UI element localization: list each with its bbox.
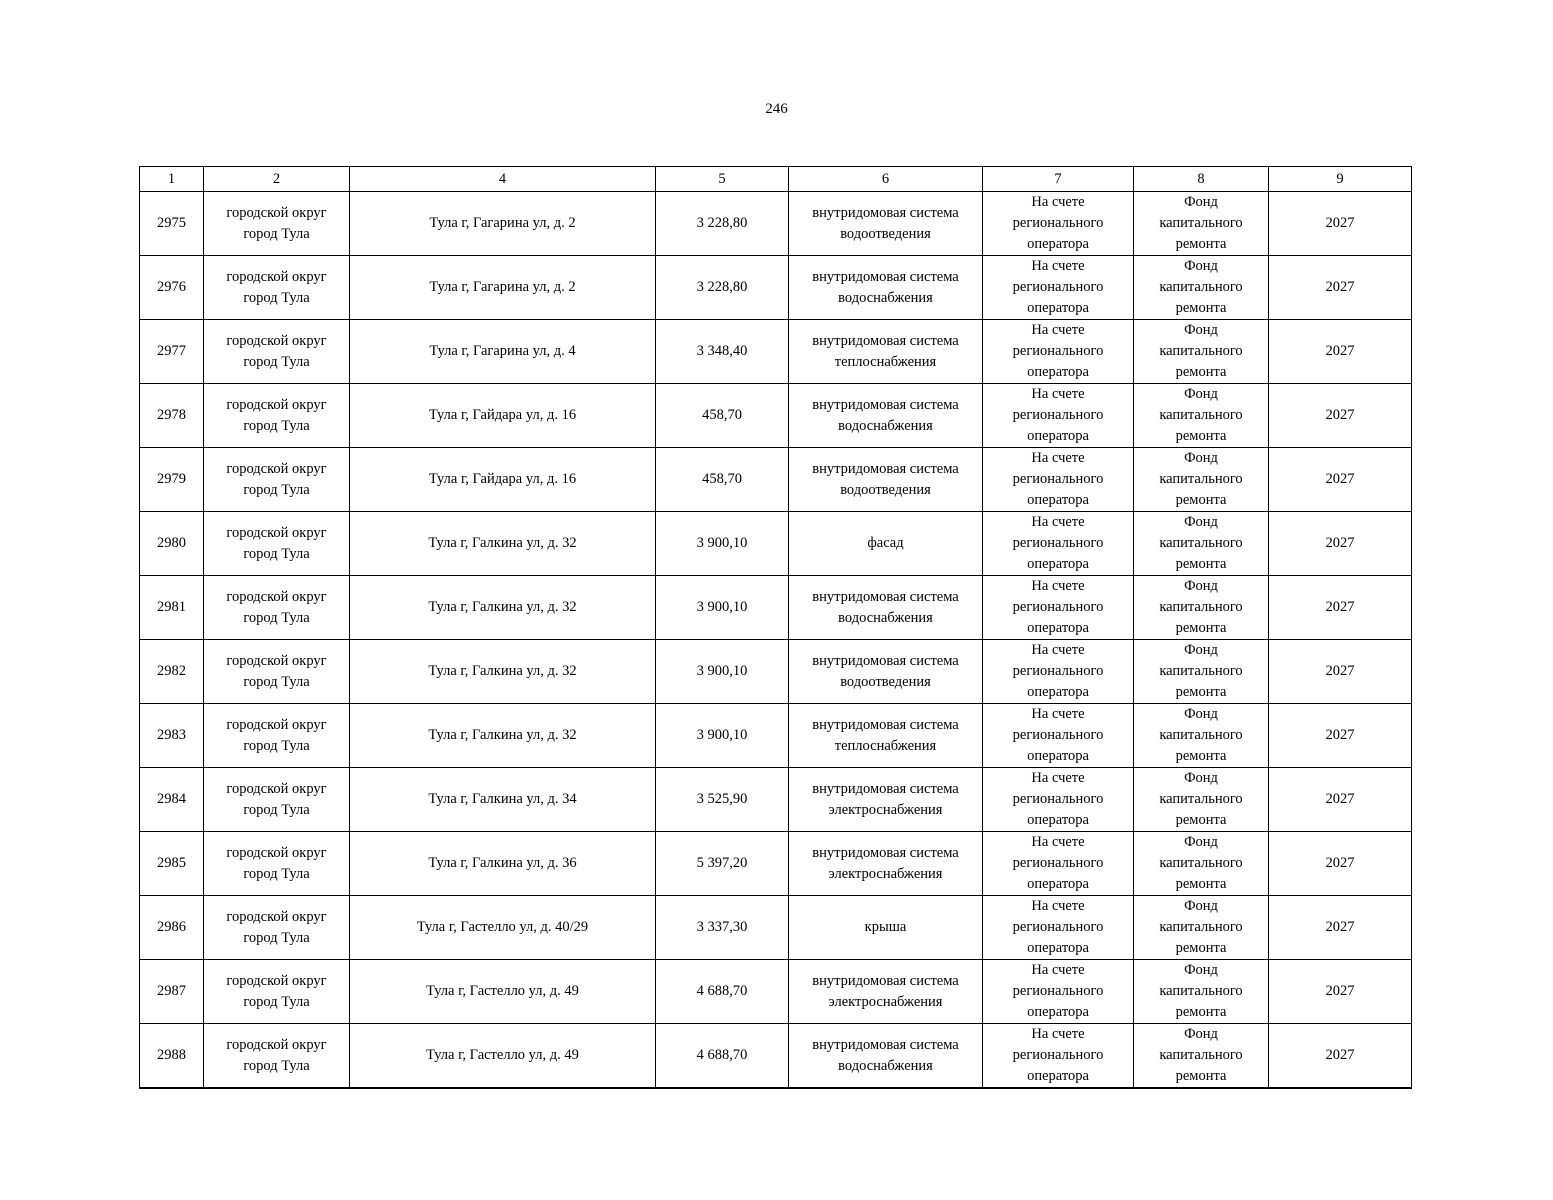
municipality-cell xyxy=(204,1024,350,1089)
table-row xyxy=(140,512,1412,576)
area-cell xyxy=(656,640,789,704)
area-cell xyxy=(656,256,789,320)
address-cell-text: Тула г, Галкина ул, д. 32 xyxy=(428,599,577,615)
municipality-cell-text: городской округ город Тула xyxy=(226,716,327,754)
address-cell-text: Тула г, Галкина ул, д. 32 xyxy=(428,663,577,679)
address-cell xyxy=(350,448,656,512)
fund-cell-text: Фонд капитального ремонта xyxy=(1159,834,1243,892)
row-number-cell-text: 2975 xyxy=(157,215,186,231)
year-cell-text: 2027 xyxy=(1325,919,1355,935)
work-type-cell-text: внутридомовая система водоотведения xyxy=(812,460,959,498)
address-cell-text: Тула г, Гагарина ул, д. 2 xyxy=(429,279,576,295)
column-header-4: 4 xyxy=(350,167,656,192)
fund-cell-text: Фонд капитального ремонта xyxy=(1159,578,1243,636)
year-cell-text: 2027 xyxy=(1325,535,1355,551)
area-cell-text: 458,70 xyxy=(702,407,742,423)
fund-cell-text: Фонд капитального ремонта xyxy=(1159,194,1243,252)
fund-cell xyxy=(1134,576,1269,640)
work-type-cell xyxy=(789,512,983,576)
year-cell-text: 2027 xyxy=(1325,983,1355,999)
area-cell xyxy=(656,832,789,896)
year-cell xyxy=(1269,192,1412,256)
registry-table xyxy=(139,166,1412,1089)
fund-cell xyxy=(1134,768,1269,832)
year-cell xyxy=(1269,832,1412,896)
work-type-cell xyxy=(789,704,983,768)
header-row xyxy=(140,167,1412,192)
address-cell-text: Тула г, Гагарина ул, д. 4 xyxy=(429,343,576,359)
municipality-cell-text: городской округ город Тула xyxy=(226,460,327,498)
municipality-cell-text: городской округ город Тула xyxy=(226,588,327,626)
address-cell xyxy=(350,320,656,384)
fund-cell-text: Фонд капитального ремонта xyxy=(1159,322,1243,380)
municipality-cell xyxy=(204,832,350,896)
account-cell xyxy=(983,384,1134,448)
year-cell xyxy=(1269,896,1412,960)
work-type-cell-text: фасад xyxy=(867,535,904,551)
area-cell-text: 5 397,20 xyxy=(696,855,748,871)
address-cell xyxy=(350,960,656,1024)
fund-cell-text: Фонд капитального ремонта xyxy=(1159,642,1243,700)
municipality-cell-text: городской округ город Тула xyxy=(226,524,327,562)
row-number-cell-text: 2978 xyxy=(157,407,186,423)
table-body xyxy=(140,192,1412,1089)
year-cell xyxy=(1269,704,1412,768)
year-cell xyxy=(1269,256,1412,320)
row-number-cell xyxy=(140,256,204,320)
address-cell-text: Тула г, Галкина ул, д. 32 xyxy=(428,535,577,551)
table-row xyxy=(140,1024,1412,1089)
work-type-cell-text: внутридомовая система электроснабжения xyxy=(812,844,959,882)
account-cell xyxy=(983,896,1134,960)
row-number-cell xyxy=(140,384,204,448)
municipality-cell-text: городской округ город Тула xyxy=(226,908,327,946)
municipality-cell-text: городской округ город Тула xyxy=(226,844,327,882)
address-cell-text: Тула г, Гастелло ул, д. 49 xyxy=(426,1047,579,1063)
fund-cell-text: Фонд капитального ремонта xyxy=(1159,514,1243,572)
address-cell-text: Тула г, Гайдара ул, д. 16 xyxy=(428,407,577,423)
area-cell xyxy=(656,704,789,768)
municipality-cell xyxy=(204,320,350,384)
account-cell-text: На счете регионального оператора xyxy=(1012,194,1104,252)
account-cell-text: На счете регионального оператора xyxy=(1012,642,1104,700)
row-number-cell xyxy=(140,512,204,576)
fund-cell-text: Фонд капитального ремонта xyxy=(1159,258,1243,316)
year-cell xyxy=(1269,448,1412,512)
table-row xyxy=(140,640,1412,704)
account-cell-text: На счете регионального оператора xyxy=(1012,898,1104,956)
fund-cell xyxy=(1134,960,1269,1024)
fund-cell xyxy=(1134,896,1269,960)
area-cell-text: 3 348,40 xyxy=(696,343,748,359)
area-cell-text: 3 900,10 xyxy=(696,663,748,679)
area-cell-text: 3 228,80 xyxy=(696,215,748,231)
address-cell xyxy=(350,704,656,768)
row-number-cell xyxy=(140,1024,204,1089)
address-cell-text: Тула г, Галкина ул, д. 32 xyxy=(428,727,577,743)
account-cell xyxy=(983,704,1134,768)
municipality-cell xyxy=(204,576,350,640)
work-type-cell xyxy=(789,896,983,960)
address-cell xyxy=(350,384,656,448)
year-cell-text: 2027 xyxy=(1325,215,1355,231)
row-number-cell-text: 2986 xyxy=(157,919,186,935)
area-cell xyxy=(656,512,789,576)
area-cell-text: 3 337,30 xyxy=(696,919,748,935)
year-cell-text: 2027 xyxy=(1325,1047,1355,1063)
account-cell-text: На счете регионального оператора xyxy=(1012,386,1104,444)
table-row xyxy=(140,704,1412,768)
account-cell xyxy=(983,768,1134,832)
row-number-cell-text: 2987 xyxy=(157,983,186,999)
account-cell-text: На счете регионального оператора xyxy=(1012,962,1104,1020)
area-cell xyxy=(656,768,789,832)
municipality-cell xyxy=(204,256,350,320)
work-type-cell-text: внутридомовая система водоотведения xyxy=(812,652,959,690)
address-cell xyxy=(350,512,656,576)
table-row xyxy=(140,384,1412,448)
year-cell-text: 2027 xyxy=(1325,279,1355,295)
fund-cell xyxy=(1134,512,1269,576)
account-cell-text: На счете регионального оператора xyxy=(1012,706,1104,764)
account-cell xyxy=(983,832,1134,896)
municipality-cell xyxy=(204,192,350,256)
municipality-cell xyxy=(204,768,350,832)
row-number-cell-text: 2976 xyxy=(157,279,186,295)
work-type-cell-text: внутридомовая система электроснабжения xyxy=(812,780,959,818)
municipality-cell xyxy=(204,896,350,960)
column-header-1: 1 xyxy=(140,167,204,192)
address-cell-text: Тула г, Гайдара ул, д. 16 xyxy=(428,471,577,487)
account-cell-text: На счете регионального оператора xyxy=(1012,1026,1104,1084)
account-cell xyxy=(983,576,1134,640)
municipality-cell xyxy=(204,512,350,576)
row-number-cell xyxy=(140,192,204,256)
work-type-cell-text: внутридомовая система электроснабжения xyxy=(812,972,959,1010)
row-number-cell-text: 2984 xyxy=(157,791,186,807)
area-cell xyxy=(656,960,789,1024)
municipality-cell xyxy=(204,448,350,512)
row-number-cell-text: 2983 xyxy=(157,727,186,743)
area-cell xyxy=(656,576,789,640)
year-cell xyxy=(1269,320,1412,384)
area-cell-text: 458,70 xyxy=(702,471,742,487)
row-number-cell xyxy=(140,768,204,832)
area-cell-text: 3 900,10 xyxy=(696,535,748,551)
table-row xyxy=(140,960,1412,1024)
account-cell-text: На счете регионального оператора xyxy=(1012,258,1104,316)
area-cell-text: 3 900,10 xyxy=(696,727,748,743)
column-header-5: 5 xyxy=(656,167,789,192)
account-cell xyxy=(983,512,1134,576)
column-header-2: 2 xyxy=(204,167,350,192)
address-cell-text: Тула г, Гастелло ул, д. 40/29 xyxy=(416,919,589,935)
address-cell xyxy=(350,256,656,320)
municipality-cell xyxy=(204,384,350,448)
fund-cell xyxy=(1134,640,1269,704)
work-type-cell xyxy=(789,832,983,896)
work-type-cell xyxy=(789,192,983,256)
work-type-cell-text: внутридомовая система водоотведения xyxy=(812,204,959,242)
year-cell-text: 2027 xyxy=(1325,599,1355,615)
year-cell-text: 2027 xyxy=(1325,855,1355,871)
fund-cell-text: Фонд капитального ремонта xyxy=(1159,386,1243,444)
work-type-cell-text: внутридомовая система водоснабжения xyxy=(812,588,959,626)
year-cell xyxy=(1269,384,1412,448)
year-cell-text: 2027 xyxy=(1325,407,1355,423)
work-type-cell xyxy=(789,384,983,448)
account-cell-text: На счете регионального оператора xyxy=(1012,578,1104,636)
address-cell xyxy=(350,768,656,832)
municipality-cell-text: городской округ город Тула xyxy=(226,204,327,242)
row-number-cell xyxy=(140,960,204,1024)
work-type-cell-text: крыша xyxy=(864,919,907,935)
work-type-cell xyxy=(789,448,983,512)
fund-cell xyxy=(1134,832,1269,896)
year-cell xyxy=(1269,576,1412,640)
fund-cell xyxy=(1134,256,1269,320)
row-number-cell xyxy=(140,704,204,768)
table-row xyxy=(140,896,1412,960)
account-cell xyxy=(983,320,1134,384)
address-cell xyxy=(350,640,656,704)
municipality-cell-text: городской округ город Тула xyxy=(226,780,327,818)
area-cell-text: 3 525,90 xyxy=(696,791,748,807)
table-row xyxy=(140,192,1412,256)
work-type-cell-text: внутридомовая система теплоснабжения xyxy=(812,716,959,754)
row-number-cell xyxy=(140,448,204,512)
area-cell-text: 3 900,10 xyxy=(696,599,748,615)
address-cell xyxy=(350,832,656,896)
table-row xyxy=(140,768,1412,832)
column-header-6: 6 xyxy=(789,167,983,192)
area-cell-text: 4 688,70 xyxy=(696,1047,748,1063)
municipality-cell-text: городской округ город Тула xyxy=(226,652,327,690)
fund-cell-text: Фонд капитального ремонта xyxy=(1159,898,1243,956)
account-cell xyxy=(983,448,1134,512)
address-cell xyxy=(350,192,656,256)
municipality-cell xyxy=(204,960,350,1024)
work-type-cell xyxy=(789,320,983,384)
account-cell xyxy=(983,960,1134,1024)
row-number-cell-text: 2980 xyxy=(157,535,186,551)
account-cell-text: На счете регионального оператора xyxy=(1012,322,1104,380)
account-cell-text: На счете регионального оператора xyxy=(1012,450,1104,508)
address-cell xyxy=(350,576,656,640)
area-cell xyxy=(656,448,789,512)
row-number-cell-text: 2979 xyxy=(157,471,186,487)
fund-cell xyxy=(1134,192,1269,256)
fund-cell-text: Фонд капитального ремонта xyxy=(1159,706,1243,764)
year-cell-text: 2027 xyxy=(1325,343,1355,359)
row-number-cell xyxy=(140,896,204,960)
municipality-cell xyxy=(204,640,350,704)
year-cell xyxy=(1269,512,1412,576)
account-cell xyxy=(983,192,1134,256)
fund-cell xyxy=(1134,704,1269,768)
year-cell-text: 2027 xyxy=(1325,727,1355,743)
fund-cell-text: Фонд капитального ремонта xyxy=(1159,962,1243,1020)
area-cell xyxy=(656,896,789,960)
municipality-cell-text: городской округ город Тула xyxy=(226,972,327,1010)
year-cell-text: 2027 xyxy=(1325,791,1355,807)
account-cell xyxy=(983,256,1134,320)
row-number-cell-text: 2981 xyxy=(157,599,186,615)
column-header-8: 8 xyxy=(1134,167,1269,192)
work-type-cell xyxy=(789,256,983,320)
work-type-cell xyxy=(789,1024,983,1089)
fund-cell xyxy=(1134,384,1269,448)
address-cell xyxy=(350,1024,656,1089)
table-row xyxy=(140,832,1412,896)
account-cell-text: На счете регионального оператора xyxy=(1012,834,1104,892)
account-cell xyxy=(983,1024,1134,1089)
area-cell-text: 4 688,70 xyxy=(696,983,748,999)
municipality-cell xyxy=(204,704,350,768)
account-cell-text: На счете регионального оператора xyxy=(1012,514,1104,572)
work-type-cell xyxy=(789,640,983,704)
year-cell-text: 2027 xyxy=(1325,471,1355,487)
work-type-cell xyxy=(789,768,983,832)
row-number-cell xyxy=(140,832,204,896)
address-cell-text: Тула г, Гагарина ул, д. 2 xyxy=(429,215,576,231)
row-number-cell-text: 2985 xyxy=(157,855,186,871)
column-header-7: 7 xyxy=(983,167,1134,192)
fund-cell xyxy=(1134,320,1269,384)
municipality-cell-text: городской округ город Тула xyxy=(226,1036,327,1074)
fund-cell xyxy=(1134,448,1269,512)
work-type-cell xyxy=(789,576,983,640)
table-row xyxy=(140,256,1412,320)
year-cell xyxy=(1269,640,1412,704)
address-cell-text: Тула г, Гастелло ул, д. 49 xyxy=(426,983,579,999)
row-number-cell-text: 2982 xyxy=(157,663,186,679)
column-header-9: 9 xyxy=(1269,167,1412,192)
address-cell-text: Тула г, Галкина ул, д. 34 xyxy=(428,791,577,807)
table-row xyxy=(140,320,1412,384)
fund-cell xyxy=(1134,1024,1269,1089)
area-cell xyxy=(656,320,789,384)
table-header xyxy=(140,167,1412,192)
account-cell-text: На счете регионального оператора xyxy=(1012,770,1104,828)
row-number-cell-text: 2977 xyxy=(157,343,186,359)
work-type-cell-text: внутридомовая система водоснабжения xyxy=(812,396,959,434)
municipality-cell-text: городской округ город Тула xyxy=(226,396,327,434)
row-number-cell xyxy=(140,576,204,640)
address-cell-text: Тула г, Галкина ул, д. 36 xyxy=(428,855,577,871)
year-cell xyxy=(1269,768,1412,832)
work-type-cell-text: внутридомовая система водоснабжения xyxy=(812,268,959,306)
row-number-cell-text: 2988 xyxy=(157,1047,186,1063)
work-type-cell-text: внутридомовая система теплоснабжения xyxy=(812,332,959,370)
work-type-cell xyxy=(789,960,983,1024)
municipality-cell-text: городской округ город Тула xyxy=(226,332,327,370)
area-cell-text: 3 228,80 xyxy=(696,279,748,295)
fund-cell-text: Фонд капитального ремонта xyxy=(1159,770,1243,828)
table-row xyxy=(140,448,1412,512)
row-number-cell xyxy=(140,320,204,384)
year-cell xyxy=(1269,1024,1412,1089)
municipality-cell-text: городской округ город Тула xyxy=(226,268,327,306)
year-cell xyxy=(1269,960,1412,1024)
fund-cell-text: Фонд капитального ремонта xyxy=(1159,450,1243,508)
table-row xyxy=(140,576,1412,640)
year-cell-text: 2027 xyxy=(1325,663,1355,679)
area-cell xyxy=(656,192,789,256)
page-number: 246 xyxy=(765,101,788,117)
work-type-cell-text: внутридомовая система водоснабжения xyxy=(812,1036,959,1074)
account-cell xyxy=(983,640,1134,704)
area-cell xyxy=(656,1024,789,1089)
fund-cell-text: Фонд капитального ремонта xyxy=(1159,1026,1243,1084)
address-cell xyxy=(350,896,656,960)
area-cell xyxy=(656,384,789,448)
row-number-cell xyxy=(140,640,204,704)
